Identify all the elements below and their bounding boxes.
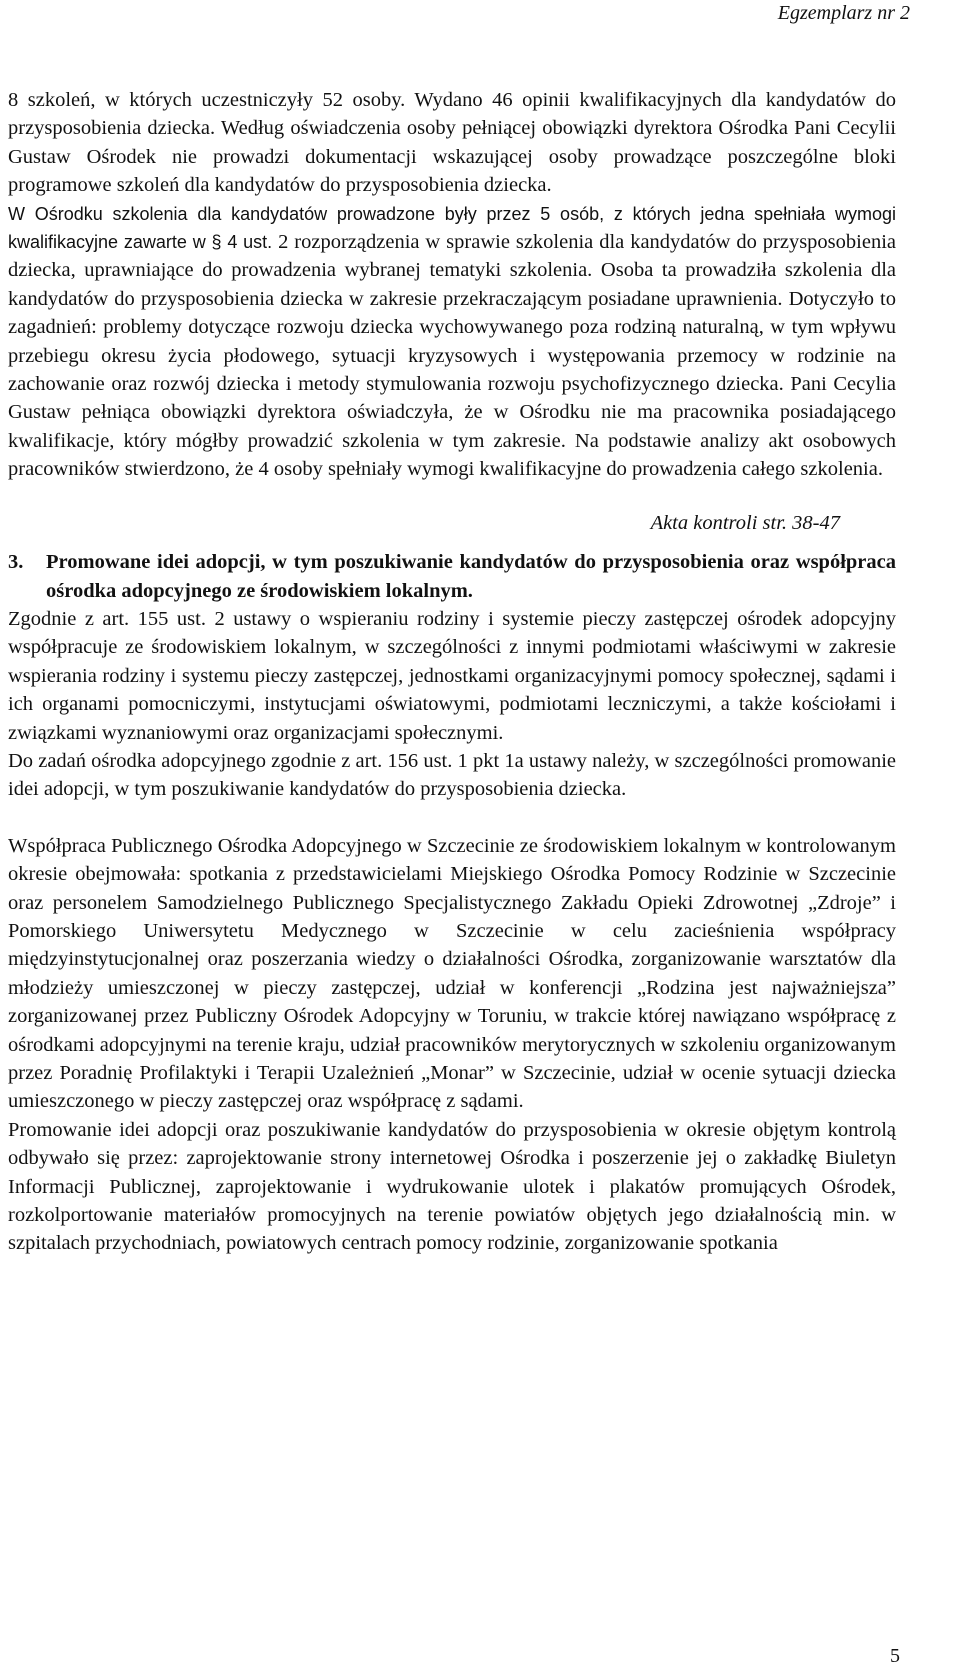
- section-title: Promowane idei adopcji, w tym poszukiwanie kandydatów do przysposobienia oraz współpraca ośrodka adopcyjnego ze środowiskiem lokalnym.: [46, 551, 896, 602]
- page-number: 5: [890, 1645, 900, 1667]
- paragraph-gap: [8, 804, 896, 832]
- paragraph-art156: Do zadań ośrodka adopcyjnego zgodnie z art. 156 ust. 1 pkt 1a ustawy należy, w szczególności promowanie idei adopcji, w tym poszukiwanie kandydatów do przysposobienia dziecka.: [8, 749, 896, 801]
- paragraph-promotion: Promowanie idei adopcji oraz poszukiwanie kandydatów do przysposobienia w okresie objętym kontrolą odbywało się przez: zaprojektowanie strony internetowej Ośrodka i poszerzenie jej o zakładkę Biuletyn Informacji Publicznej, zaprojektowanie i wydrukowanie ulotek i plakatów promujących Ośrodek, rozkolportowanie materiałów promocyjnych na terenie powiatów objętych jego działalnością min. w szpitalach przychodniach, powiatowych centrach pomocy rodzinie, zorganizowanie spotkania: [8, 1118, 896, 1255]
- reference-note: Akta kontroli str. 38-47: [650, 511, 840, 534]
- section-heading: [8, 548, 896, 605]
- section-number: 3.: [8, 551, 24, 574]
- paragraph-trainers-part2: 2 rozporządzenia w sprawie szkolenia dla kandydatów do przysposobienia dziecka, uprawniające do prowadzenia wybranej tematyki szkolenia. Osoba ta prowadziła szkolenia dla kandydatów do przysposobienia dziecka w zakresie przekraczającym posiadane uprawnienia. Dotyczyło to zagadnień: problemy dotyczące rozwoju dziecka wychowywanego poza rodziną naturalną, w tym wpływu przebiegu okresu życia płodowego, sytuacji kryzysowych i występowania przemocy w rodzinie na zachowanie oraz rozwój dziecka i metody stymulowania rozwoju psychofizycznego dziecka. Pani Cecylia Gustaw pełniąca obowiązki dyrektora oświadczyła, że w Ośrodku nie ma pracownika posiadającego kwalifikacje, który mógłby prowadzić szkolenia w tym zakresie. Na podstawie analizy akt osobowych pracowników stwierdzono, że 4 osoby spełniały wymogi kwalifikacyjne do prowadzenia całego szkolenia.: [8, 231, 896, 481]
- paragraph-trainings: 8 szkoleń, w których uczestniczyły 52 osoby. Wydano 46 opinii kwalifikacyjnych dla kandydatów do przysposobienia dziecka. Według oświadczenia osoby pełniącej obowiązki dyrektora Ośrodka Pani Cecylii Gustaw Ośrodek nie prowadzi dokumentacji wskazującej osoby prowadzące poszczególne bloki programowe szkoleń dla kandydatów do przysposobienia dziecka.: [8, 89, 896, 197]
- copy-label: Egzemplarz nr 2: [777, 2, 910, 24]
- paragraph-art155: Zgodnie z art. 155 ust. 2 ustawy o wspieraniu rodziny i systemie pieczy zastępczej ośrodek adopcyjny współpracuje ze środowiskiem lokalnym, w szczególności z innymi podmiotami właściwymi w zakresie wspierania rodziny i systemu pieczy zastępczej, jednostkami organizacyjnymi pomocy społecznej, sądami i ich organami pomocniczymi, instytucjami oświatowymi, podmiotami leczniczymi, a także kościołami i związkami wyznaniowymi oraz organizacjami społecznymi.: [8, 607, 896, 744]
- paragraph-trainers-part1: W Ośrodku szkolenia dla kandydatów prowadzone były przez 5 osób, z których jedna spełniała wymogi kwalifikacyjne zawarte w § 4 ust.: [8, 203, 896, 253]
- document-body: [8, 86, 896, 1258]
- paragraph-trainers: [8, 200, 896, 484]
- paragraph-cooperation: Współpraca Publicznego Ośrodka Adopcyjnego w Szczecinie ze środowiskiem lokalnym w kontrolowanym okresie obejmowała: spotkania z przedstawicielami Miejskiego Ośrodka Pomocy Rodzinie w Szczecinie oraz personelem Samodzielnego Publicznego Specjalistycznego Zakładu Opieki Zdrowotnej „Zdroje” i Pomorskiego Uniwersytetu Medycznego w Szczecinie w celu zacieśnienia współpracy międzyinstytucjonalnej oraz poszerzania wiedzy o działalności Ośrodka, zorganizowanie warsztatów dla młodzieży umieszczonej w pieczy zastępczej, udział w konferencji „Rodzina jest najważniejsza” zorganizowanej przez Publiczny Ośrodek Adopcyjny w Toruniu, w trakcie której nawiązano współpracę z ośrodkami adopcyjnymi na terenie kraju, udział pracowników merytorycznych w szkoleniu organizowanym przez Poradnię Profilaktyki i Terapii Uzależnień „Monar” w Szczecinie, udział w ocenie sytuacji dziecka umieszczonego w pieczy zastępczej oraz współpracę z sądami.: [8, 834, 896, 1113]
